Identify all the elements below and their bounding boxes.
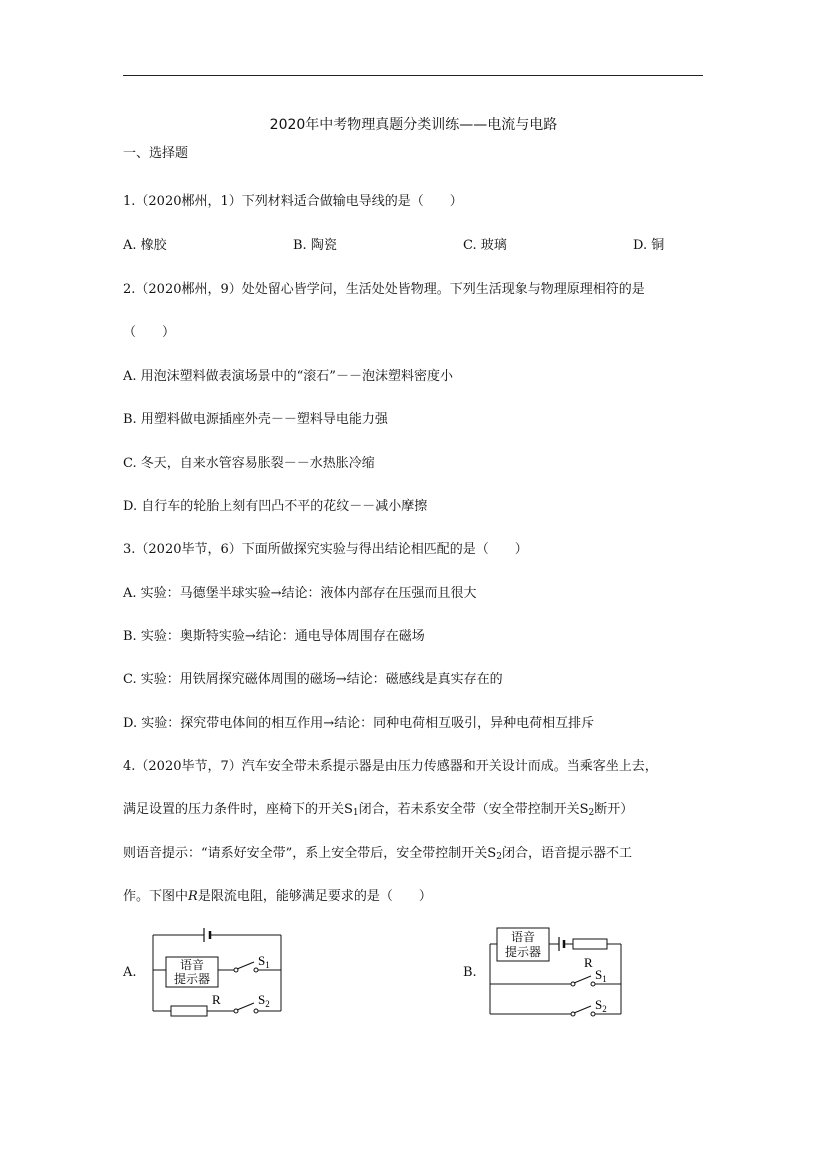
q4-line4-part-a: 作。下图中 [123, 889, 189, 904]
q4-stem-line3 [123, 845, 632, 866]
q4-line2-part-b: 闭合，若未系安全带（安全带控制开关S [358, 802, 589, 817]
q2-stem-line1: 2.（2020郴州，9）处处留心皆学问，生活处处皆物理。下列生活现象与物理原理相符的是 [123, 282, 645, 297]
q1-option-c: C. 玻璃 [463, 238, 507, 253]
q4-line3-sub: 2 [496, 852, 502, 862]
q2-option-d: D. 自行车的轮胎上刻有凹凸不平的花纹－－减小摩擦 [123, 499, 428, 514]
q2-option-c: C. 冬天，自来水管容易胀裂－－水热胀冷缩 [123, 456, 375, 471]
resistor-r [171, 1006, 207, 1016]
header-rule [123, 75, 703, 76]
speaker-label-line1: 语音 [179, 958, 205, 972]
q1-option-d: D. 铜 [633, 238, 665, 253]
q4-line2-part-a: 满足设置的压力条件时，座椅下的开关S [123, 802, 353, 817]
switch-s2-blade [574, 1006, 591, 1013]
q3-option-a: A. 实验：马德堡半球实验→结论：液体内部存在压强而且很大 [123, 586, 477, 601]
s1-letter: S [595, 967, 603, 982]
s2-letter: S [258, 992, 266, 1007]
document-title: 2020年中考物理真题分类训练——电流与电路 [269, 117, 558, 133]
q4-stem-line2 [123, 801, 633, 822]
switch-s1-terminal-right [254, 968, 258, 972]
s1-label [258, 953, 270, 970]
r-label: R [212, 992, 221, 1007]
speaker-label-line2: 提示器 [173, 972, 211, 986]
s1-letter: S [258, 953, 266, 968]
section-heading: 一、选择题 [123, 146, 189, 161]
q4-option-a-label: A. [123, 965, 137, 980]
resistor-r [573, 939, 607, 949]
q4-stem-line1: 4.（2020毕节，7）汽车安全带未系提示器是由压力传感器和开关设计而成。当乘客坐上去， [123, 759, 658, 774]
s2-label [595, 997, 607, 1014]
q4-line2-sub2: 2 [588, 808, 595, 818]
q2-stem-line2: （ ） [123, 325, 176, 340]
q2-option-a: A. 用泡沫塑料做表演场景中的“滚石”－－泡沫塑料密度小 [123, 369, 453, 384]
q4-line4-part-b: 是限流电阻，能够满足要求的是（ ） [197, 889, 432, 904]
switch-s1-terminal-right [591, 982, 595, 986]
switch-s1-blade [574, 976, 591, 983]
q3-stem: 3.（2020毕节，6）下面所做探究实验与得出结论相匹配的是（ ） [123, 542, 528, 557]
switch-s2-terminal-right [591, 1012, 595, 1016]
q4-option-b-label: B. [463, 965, 477, 980]
circuit-diagram-b [485, 922, 630, 1022]
q4-line3-part-a: 则语音提示：“请系好安全带”，系上安全带后，安全带控制开关S [123, 846, 497, 861]
q4-line4-r: R [188, 889, 198, 904]
q4-line3-part-b: 闭合，语音提示器不工 [501, 846, 632, 861]
s2-letter: S [595, 997, 603, 1012]
q2-option-b: B. 用塑料做电源插座外壳－－塑料导电能力强 [123, 412, 388, 427]
r-label: R [584, 955, 593, 970]
speaker-label-line1: 语音 [510, 930, 536, 944]
q4-stem-line4 [123, 888, 432, 906]
s2-subscript: 2 [602, 1004, 607, 1014]
switch-s2-terminal-right [254, 1009, 258, 1013]
s2-subscript: 2 [265, 999, 270, 1009]
circuit-diagram-a [145, 925, 290, 1020]
s2-label [258, 992, 270, 1009]
q4-line2-part-c: 断开） [594, 802, 634, 817]
q1-option-a: A. 橡胶 [123, 238, 167, 253]
speaker-label-line2: 提示器 [504, 945, 542, 959]
q3-option-b: B. 实验：奥斯特实验→结论：通电导体周围存在磁场 [123, 629, 425, 644]
q1-stem: 1.（2020郴州，1）下列材料适合做输电导线的是（ ） [123, 194, 463, 209]
q1-option-b: B. 陶瓷 [293, 238, 337, 253]
s1-subscript: 1 [602, 974, 607, 984]
switch-s2-blade [237, 1003, 254, 1010]
s1-subscript: 1 [265, 960, 270, 970]
switch-s1-blade [237, 962, 254, 969]
s1-label [595, 967, 607, 984]
q4-line2-sub1: 1 [352, 808, 359, 818]
q3-option-c: C. 实验：用铁屑探究磁体周围的磁场→结论：磁感线是真实存在的 [123, 672, 503, 687]
q3-option-d: D. 实验：探究带电体间的相互作用→结论：同种电荷相互吸引，异种电荷相互排斥 [123, 716, 595, 731]
